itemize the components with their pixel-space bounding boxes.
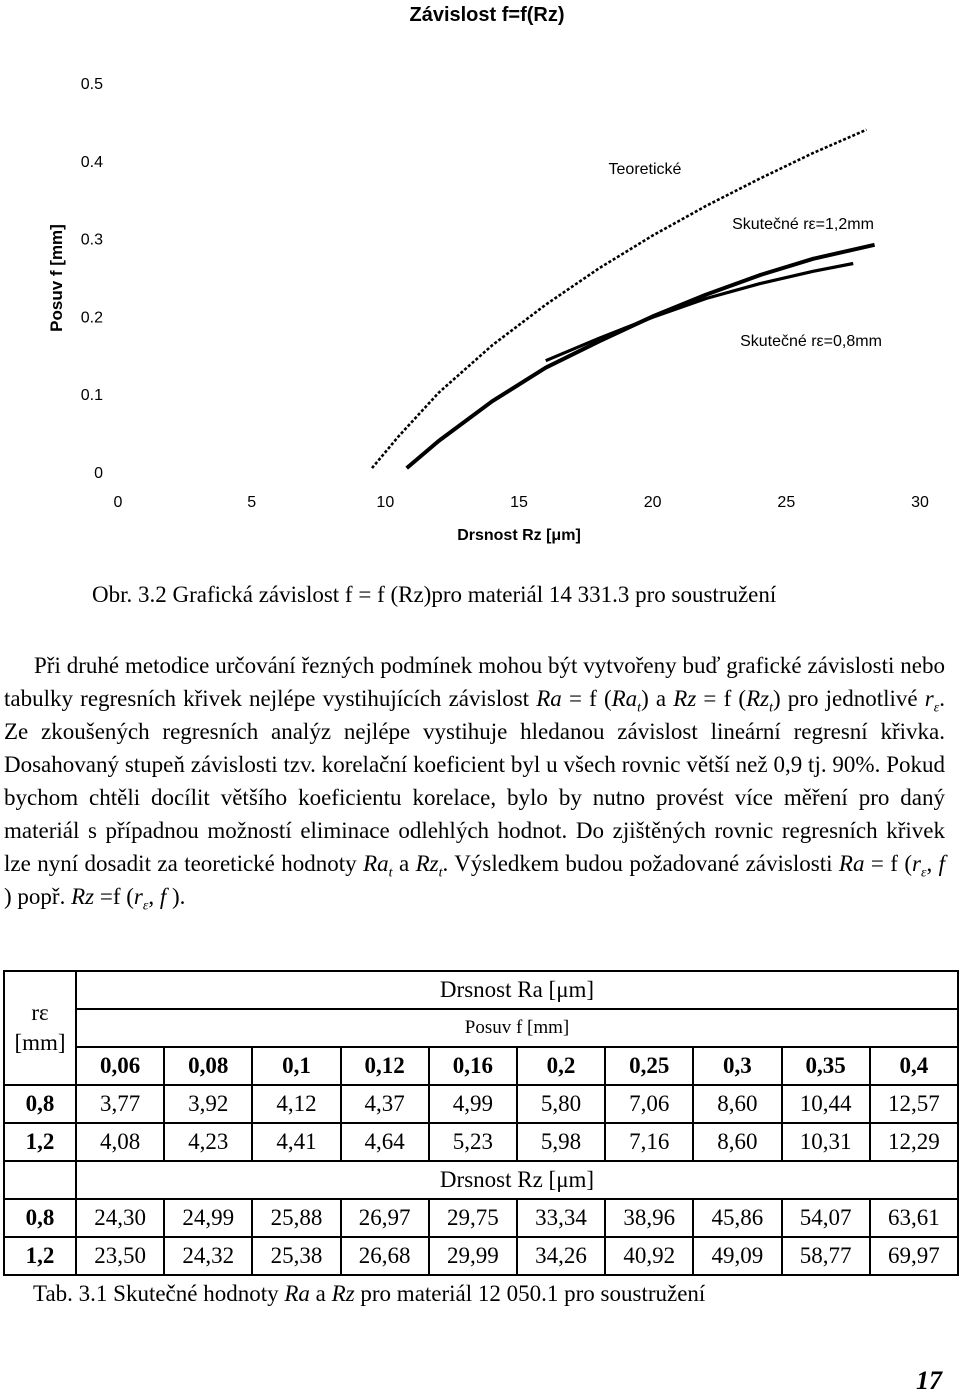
table-cell: 25,38 bbox=[252, 1237, 340, 1275]
feed-value-cell: 0,16 bbox=[429, 1047, 517, 1085]
x-tick-label: 5 bbox=[247, 494, 257, 511]
table-cell: 49,09 bbox=[693, 1237, 781, 1275]
paragraph-text-2: pro jednotlivé bbox=[787, 686, 918, 711]
chart bbox=[0, 0, 960, 560]
table-row bbox=[4, 1123, 958, 1161]
x-axis-label: Drsnost Rz [μm] bbox=[457, 527, 581, 544]
x-tick-label: 25 bbox=[777, 494, 796, 511]
table-cell: 38,96 bbox=[605, 1199, 693, 1237]
chart-svg bbox=[0, 0, 960, 560]
x-tick-label: 10 bbox=[376, 494, 395, 511]
table-cell: 63,61 bbox=[870, 1199, 958, 1237]
series-label-teoreticke: Teoretické bbox=[608, 161, 682, 178]
table-header-row bbox=[4, 971, 958, 1009]
table-cell: 10,44 bbox=[782, 1085, 870, 1123]
paragraph-text-4: a bbox=[398, 851, 410, 876]
x-tick-label: 0 bbox=[113, 494, 123, 511]
table-cell: 4,08 bbox=[76, 1123, 164, 1161]
paragraph-text-1: Při druhé metodice určování řezných podmínek mohou být vytvořeny buď grafické závislosti nebo tabulky regresních křivek nejlépe vystihujících závislost bbox=[4, 653, 945, 711]
figure-caption: Obr. 3.2 Grafická závislost f = f (Rz)pro materiál 14 331.3 pro soustružení bbox=[92, 582, 777, 607]
table-cell: 5,23 bbox=[429, 1123, 517, 1161]
empty-cell bbox=[4, 1161, 76, 1199]
paragraph-text-5: . Výsledkem budou požadované závislosti bbox=[442, 851, 833, 876]
table-row bbox=[4, 1237, 958, 1275]
feed-header: Posuv f [mm] bbox=[76, 1009, 958, 1047]
table-cell: 24,30 bbox=[76, 1199, 164, 1237]
table-cell: 4,99 bbox=[429, 1085, 517, 1123]
paragraph-text-6: popř. bbox=[17, 884, 66, 909]
table-cell: 8,60 bbox=[693, 1085, 781, 1123]
table-cell: 10,31 bbox=[782, 1123, 870, 1161]
table-cell: 45,86 bbox=[693, 1199, 781, 1237]
table-cell: 29,99 bbox=[429, 1237, 517, 1275]
table-cell: 3,92 bbox=[164, 1085, 252, 1123]
y-tick-label: 0.2 bbox=[80, 309, 103, 327]
re-header-cell bbox=[4, 971, 76, 1085]
row-label-cell: 0,8 bbox=[4, 1085, 76, 1123]
table-cell: 4,41 bbox=[252, 1123, 340, 1161]
page-number: 17 bbox=[916, 1366, 942, 1395]
series-label-skutecne-08: Skutečné rε=0,8mm bbox=[740, 333, 882, 350]
row-label-cell: 1,2 bbox=[4, 1123, 76, 1161]
table-row bbox=[4, 1085, 958, 1123]
feed-header-row bbox=[4, 1009, 958, 1047]
table-cell: 23,50 bbox=[76, 1237, 164, 1275]
feed-value-cell: 0,06 bbox=[76, 1047, 164, 1085]
results-table bbox=[3, 970, 959, 1276]
ra-header: Drsnost Ra [μm] bbox=[76, 971, 958, 1009]
feed-value-cell: 0,1 bbox=[252, 1047, 340, 1085]
series-label-skutecne-12: Skutečné rε=1,2mm bbox=[732, 216, 874, 233]
feed-value-cell: 0,3 bbox=[693, 1047, 781, 1085]
y-axis-label: Posuv f [mm] bbox=[47, 224, 66, 332]
chart-title: Závislost f=f(Rz) bbox=[409, 4, 565, 26]
y-tick-label: 0.1 bbox=[80, 387, 103, 405]
re-unit: [mm] bbox=[14, 1030, 66, 1055]
table-caption: Tab. 3.1 Skutečné hodnoty Ra a Rz pro materiál 12 050.1 pro soustružení bbox=[33, 1281, 706, 1306]
rz-header: Drsnost Rz [μm] bbox=[76, 1161, 958, 1199]
row-label-cell: 1,2 bbox=[4, 1237, 76, 1275]
y-tick-label: 0 bbox=[94, 465, 103, 482]
y-tick-label: 0.3 bbox=[80, 231, 103, 249]
table-cell: 12,29 bbox=[870, 1123, 958, 1161]
table-cell: 40,92 bbox=[605, 1237, 693, 1275]
table-cell: 24,32 bbox=[164, 1237, 252, 1275]
table-cell: 25,88 bbox=[252, 1199, 340, 1237]
series-line-2 bbox=[407, 245, 875, 468]
y-tick-label: 0.5 bbox=[80, 76, 103, 93]
re-label: rε bbox=[31, 1000, 49, 1025]
table-cell: 7,16 bbox=[605, 1123, 693, 1161]
feeds-row bbox=[4, 1047, 958, 1085]
table-cell: 4,64 bbox=[341, 1123, 429, 1161]
feed-value-cell: 0,25 bbox=[605, 1047, 693, 1085]
table-cell: 3,77 bbox=[76, 1085, 164, 1123]
table-cell: 4,12 bbox=[252, 1085, 340, 1123]
row-label-cell: 0,8 bbox=[4, 1199, 76, 1237]
table-cell: 7,06 bbox=[605, 1085, 693, 1123]
feed-value-cell: 0,35 bbox=[782, 1047, 870, 1085]
table-cell: 26,68 bbox=[341, 1237, 429, 1275]
paragraph-text-3: . Ze zkoušených regresních analýz nejlépe vystihuje hledanou závislost lineární regresní křivka. Dosahovaný stupeň závislosti tzv. korelační koeficient byl u všech rovnic větší než 0,9 tj. 90%. Pokud bychom chtěli docílit většího koeficientu korelace, bylo by nutno provést více měření pro daný materiál s případnou možností eliminace odlehlých hodnot. Do zjištěných rovnic regresních křivek lze nyní dosadit za teoretické hodnoty bbox=[4, 686, 945, 876]
table-cell: 5,80 bbox=[517, 1085, 605, 1123]
x-tick-label: 30 bbox=[911, 494, 929, 511]
table-cell: 4,23 bbox=[164, 1123, 252, 1161]
feed-value-cell: 0,4 bbox=[870, 1047, 958, 1085]
feed-value-cell: 0,08 bbox=[164, 1047, 252, 1085]
table-cell: 8,60 bbox=[693, 1123, 781, 1161]
table-cell: 29,75 bbox=[429, 1199, 517, 1237]
table-cell: 58,77 bbox=[782, 1237, 870, 1275]
body-paragraph: Při druhé metodice určování řezných podmínek mohou být vytvořeny buď grafické závislosti nebo tabulky regresních křivek nejlépe vystihujících závislost Ra = f $(Ra_t)$ a Rz = f $(Rz_t)$ pro jednotlivé $r_\varepsilon$. Ze zkoušených regresních analýz nejlépe vystihuje hledanou závislost lineární regresní křivka. Dosahovaný stupeň závislosti tzv. korelační koeficient byl u všech rovnic větší než 0,9 tj. 90%. Pokud bychom chtěli docílit většího koeficientu korelace, bylo by nutno provést více měření pro daný materiál s případnou možností eliminace odlehlých hodnot. Do zjištěných rovnic regresních křivek lze nyní dosadit za teoretické hodnoty $Ra_t$ a $Rz_t$. Výsledkem budou požadované závislosti Ra = f ($r_\varepsilon$, f ) popř. Rz =f ($r_\varepsilon$, f ). bbox=[4, 653, 946, 914]
rz-header-row bbox=[4, 1161, 958, 1199]
table-cell: 12,57 bbox=[870, 1085, 958, 1123]
table-cell: 4,37 bbox=[341, 1085, 429, 1123]
x-tick-label: 20 bbox=[643, 494, 662, 511]
y-tick-label: 0.4 bbox=[80, 153, 103, 171]
table-cell: 33,34 bbox=[517, 1199, 605, 1237]
feed-value-cell: 0,12 bbox=[341, 1047, 429, 1085]
table-cell: 26,97 bbox=[341, 1199, 429, 1237]
table-cell: 34,26 bbox=[517, 1237, 605, 1275]
table-cell: 5,98 bbox=[517, 1123, 605, 1161]
series-line-1 bbox=[372, 130, 867, 468]
table-cell: 24,99 bbox=[164, 1199, 252, 1237]
table-cell: 69,97 bbox=[870, 1237, 958, 1275]
table-cell: 54,07 bbox=[782, 1199, 870, 1237]
table-row bbox=[4, 1199, 958, 1237]
feed-value-cell: 0,2 bbox=[517, 1047, 605, 1085]
x-tick-label: 15 bbox=[510, 494, 528, 511]
